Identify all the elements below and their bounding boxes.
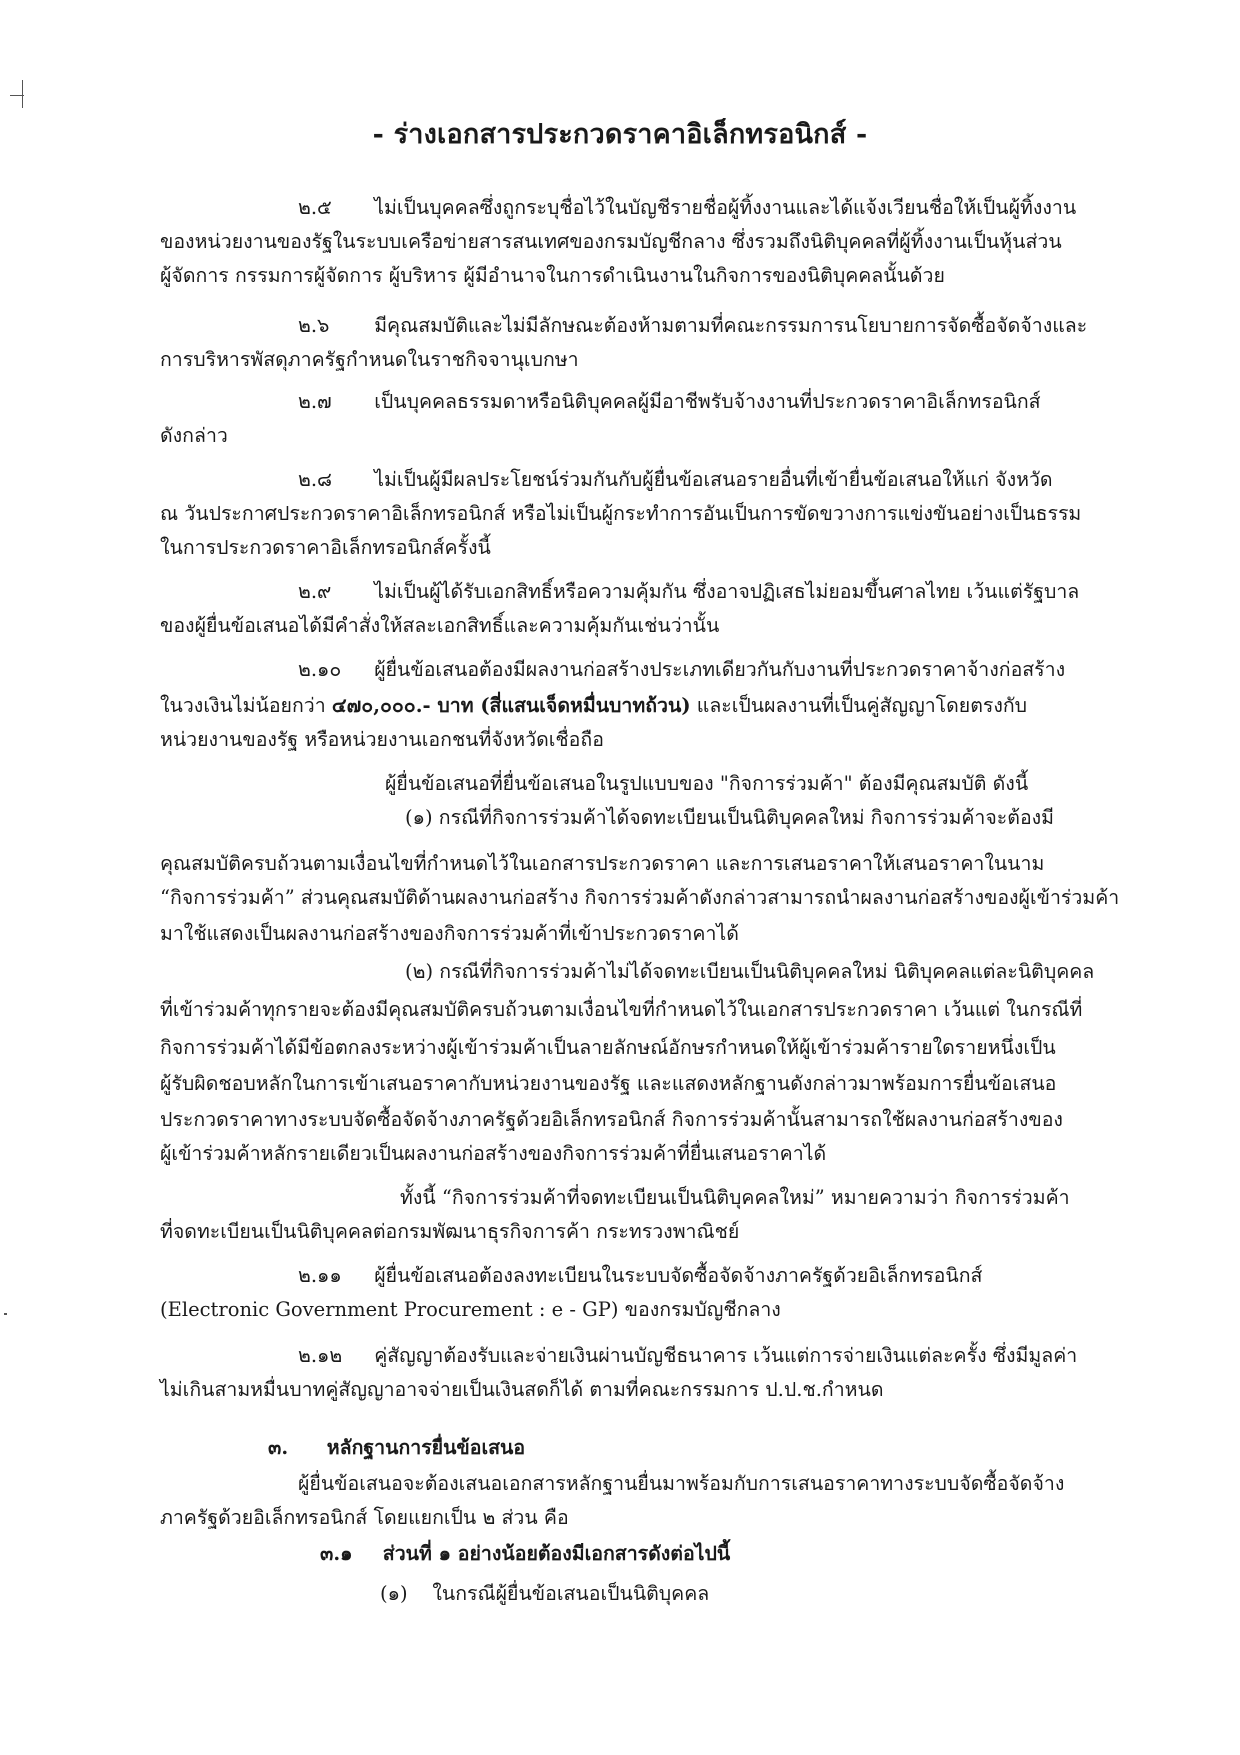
section-number: ๓.๑ bbox=[320, 1542, 353, 1565]
jv-def-line-1: ทั้งนี้ “กิจการร่วมค้าที่จดทะเบียนเป็นนิติบุคคลใหม่” หมายความว่า กิจการร่วมค้า bbox=[400, 1186, 1070, 1209]
section-number: ๒.๙ bbox=[298, 580, 332, 603]
section-number: ๒.๑๐ bbox=[298, 658, 342, 681]
section-text: ไม่เป็นผู้ได้รับเอกสิทธิ์หรือความคุ้มกัน ซึ่งอาจปฏิเสธไม่ยอมขึ้นศาลไทย เว้นแต่รัฐบาล bbox=[374, 580, 1080, 603]
text-run: และเป็นผลงานที่เป็นคู่สัญญาโดยตรงกับ bbox=[690, 694, 1028, 717]
jv2-line-1: (๒) กรณีที่กิจการร่วมค้าไม่ได้จดทะเบียนเป็นนิติบุคคลใหม่ นิติบุคคลแต่ละนิติบุคคล bbox=[405, 960, 1095, 983]
section-2-11-line-2: (Electronic Government Procurement : e - GP) ของกรมบัญชีกลาง bbox=[160, 1298, 781, 1321]
jv2-line-5: ประกวดราคาทางระบบจัดซื้อจัดจ้างภาครัฐด้วยอิเล็กทรอนิกส์ กิจการร่วมค้านั้นสามารถใช้ผลงานก่อสร้างของ bbox=[160, 1108, 1063, 1131]
section-number: ๒.๗ bbox=[298, 390, 332, 413]
section-2-5-line-2: ของหน่วยงานของรัฐในระบบเครือข่ายสารสนเทศของกรมบัญชีกลาง ซึ่งรวมถึงนิติบุคคลที่ผู้ทิ้งงานเป็นหุ้นส่วน bbox=[160, 230, 1062, 253]
jv1-line-3: “กิจการร่วมค้า” ส่วนคุณสมบัติด้านผลงานก่อสร้าง กิจการร่วมค้าดังกล่าวสามารถนำผลงานก่อสร้างของผู้เข้าร่วมค้า bbox=[160, 886, 1120, 909]
jv2-line-4: ผู้รับผิดชอบหลักในการเข้าเสนอราคากับหน่วยงานของรัฐ และแสดงหลักฐานดังกล่าวมาพร้อมการยื่นข้อเสนอ bbox=[160, 1072, 1057, 1095]
section-number: ๒.๑๒ bbox=[298, 1344, 343, 1367]
section-text: คู่สัญญาต้องรับและจ่ายเงินผ่านบัญชีธนาคาร เว้นแต่การจ่ายเงินแต่ละครั้ง ซึ่งมีมูลค่า bbox=[374, 1344, 1078, 1367]
section-text: ไม่เป็นผู้มีผลประโยชน์ร่วมกันกับผู้ยื่นข้อเสนอรายอื่นที่เข้ายื่นข้อเสนอให้แก่ จังหวัด bbox=[374, 468, 1053, 491]
section-2-5-line-3: ผู้จัดการ กรรมการผู้จัดการ ผู้บริหาร ผู้มีอำนาจในการดำเนินงานในกิจการของนิติบุคคลนั้นด้วย bbox=[160, 264, 945, 287]
section-number: ๒.๕ bbox=[298, 196, 332, 219]
text-run: ในวงเงินไม่น้อยกว่า bbox=[160, 694, 332, 717]
section-number: ๓. bbox=[268, 1436, 289, 1459]
amount-bold: ๔๗๐,๐๐๐.- บาท (สี่แสนเจ็ดหมื่นบาทถ้วน) bbox=[331, 694, 691, 717]
jv-def-line-2: ที่จดทะเบียนเป็นนิติบุคคลต่อกรมพัฒนาธุรกิจการค้า กระทรวงพาณิชย์ bbox=[160, 1220, 740, 1243]
section-text: เป็นบุคคลธรรมดาหรือนิติบุคคลผู้มีอาชีพรับจ้างงานที่ประกวดราคาอิเล็กทรอนิกส์ bbox=[374, 390, 1041, 413]
section-2-8-line-3: ในการประกวดราคาอิเล็กทรอนิกส์ครั้งนี้ bbox=[160, 536, 491, 559]
section-3-line-1: ผู้ยื่นข้อเสนอจะต้องเสนอเอกสารหลักฐานยื่นมาพร้อมกับการเสนอราคาทางระบบจัดซื้อจัดจ้าง bbox=[298, 1472, 1065, 1495]
jv2-line-6: ผู้เข้าร่วมค้าหลักรายเดียวเป็นผลงานก่อสร้างของกิจการร่วมค้าที่ยื่นเสนอราคาได้ bbox=[160, 1142, 827, 1165]
section-2-7-line-1 bbox=[298, 390, 1238, 414]
jv1-line-4: มาใช้แสดงเป็นผลงานก่อสร้างของกิจการร่วมค้าที่เข้าประกวดราคาได้ bbox=[160, 922, 739, 945]
jv1-line-1: (๑) กรณีที่กิจการร่วมค้าได้จดทะเบียนเป็นนิติบุคคลใหม่ กิจการร่วมค้าจะต้องมี bbox=[405, 806, 1055, 829]
section-title: หลักฐานการยื่นข้อเสนอ bbox=[326, 1436, 526, 1459]
section-text: มีคุณสมบัติและไม่มีลักษณะต้องห้ามตามที่คณะกรรมการนโยบายการจัดซื้อจัดจ้างและ bbox=[374, 314, 1088, 337]
section-2-10-line-3: หน่วยงานของรัฐ หรือหน่วยงานเอกชนที่จังหวัดเชื่อถือ bbox=[160, 728, 604, 751]
section-number: ๒.๖ bbox=[298, 314, 330, 337]
scan-artifact bbox=[22, 80, 23, 108]
section-2-8-line-1 bbox=[298, 468, 1238, 492]
section-2-9-line-1 bbox=[298, 580, 1238, 604]
jv2-line-3: กิจการร่วมค้าได้มีข้อตกลงระหว่างผู้เข้าร่วมค้าเป็นลายลักษณ์อักษรกำหนดให้ผู้เข้าร่วมค้ารายใดรายหนึ่งเป็น bbox=[160, 1036, 1056, 1059]
section-2-8-line-2: ณ วันประกาศประกวดราคาอิเล็กทรอนิกส์ หรือไม่เป็นผู้กระทำการอันเป็นการขัดขวางการแข่งขันอย่างเป็นธรรม bbox=[160, 502, 1082, 525]
section-3-line-2: ภาครัฐด้วยอิเล็กทรอนิกส์ โดยแยกเป็น ๒ ส่วน คือ bbox=[160, 1506, 569, 1529]
section-2-9-line-2: ของผู้ยื่นข้อเสนอได้มีคำสั่งให้สละเอกสิทธิ์และความคุ้มกันเช่นว่านั้น bbox=[160, 614, 720, 637]
jv2-line-2: ที่เข้าร่วมค้าทุกรายจะต้องมีคุณสมบัติครบถ้วนตามเงื่อนไขที่กำหนดไว้ในเอกสารประกวดราคา เว้นแต่ ในกรณีที่ bbox=[160, 998, 1083, 1021]
section-2-12-line-1 bbox=[298, 1344, 1238, 1368]
section-2-11-line-1 bbox=[298, 1264, 1238, 1288]
section-2-7-line-2: ดังกล่าว bbox=[160, 424, 228, 447]
section-title: ส่วนที่ ๑ อย่างน้อยต้องมีเอกสารดังต่อไปนี้ bbox=[382, 1542, 731, 1565]
jv1-line-2: คุณสมบัติครบถ้วนตามเงื่อนไขที่กำหนดไว้ในเอกสารประกวดราคา และการเสนอราคาให้เสนอราคาในนาม bbox=[160, 852, 1045, 875]
section-text: ไม่เป็นบุคคลซึ่งถูกระบุชื่อไว้ในบัญชีรายชื่อผู้ทิ้งงานและได้แจ้งเวียนชื่อให้เป็นผู้ทิ้งงาน bbox=[374, 196, 1077, 219]
section-text: ผู้ยื่นข้อเสนอต้องมีผลงานก่อสร้างประเภทเดียวกันกับงานที่ประกวดราคาจ้างก่อสร้าง bbox=[374, 658, 1066, 681]
section-2-6-line-1 bbox=[298, 314, 1238, 338]
document-title: - ร่างเอกสารประกวดราคาอิเล็กทรอนิกส์ - bbox=[372, 119, 868, 150]
section-2-12-line-2: ไม่เกินสามหมื่นบาทคู่สัญญาอาจจ่ายเป็นเงินสดก็ได้ ตามที่คณะกรรมการ ป.ป.ช.กำหนด bbox=[160, 1378, 884, 1401]
section-number: ๒.๘ bbox=[298, 468, 333, 491]
section-2-6-line-2: การบริหารพัสดุภาครัฐกำหนดในราชกิจจานุเบกษา bbox=[160, 348, 579, 371]
section-3-1-heading bbox=[320, 1542, 1240, 1566]
section-text: ผู้ยื่นข้อเสนอต้องลงทะเบียนในระบบจัดซื้อจัดจ้างภาครัฐด้วยอิเล็กทรอนิกส์ bbox=[374, 1264, 983, 1287]
jv-intro: ผู้ยื่นข้อเสนอที่ยื่นข้อเสนอในรูปแบบของ "กิจการร่วมค้า" ต้องมีคุณสมบัติ ดังนี้ bbox=[385, 772, 1029, 795]
scan-artifact bbox=[4, 1313, 7, 1315]
section-2-10-line-1 bbox=[298, 658, 1238, 682]
section-2-10-line-2 bbox=[160, 694, 1100, 718]
section-3-1-item-1: (๑) ในกรณีผู้ยื่นข้อเสนอเป็นนิติบุคคล bbox=[380, 1582, 710, 1605]
section-number: ๒.๑๑ bbox=[298, 1264, 342, 1287]
section-3-heading bbox=[268, 1436, 1208, 1460]
section-2-5-line-1 bbox=[298, 196, 1238, 220]
